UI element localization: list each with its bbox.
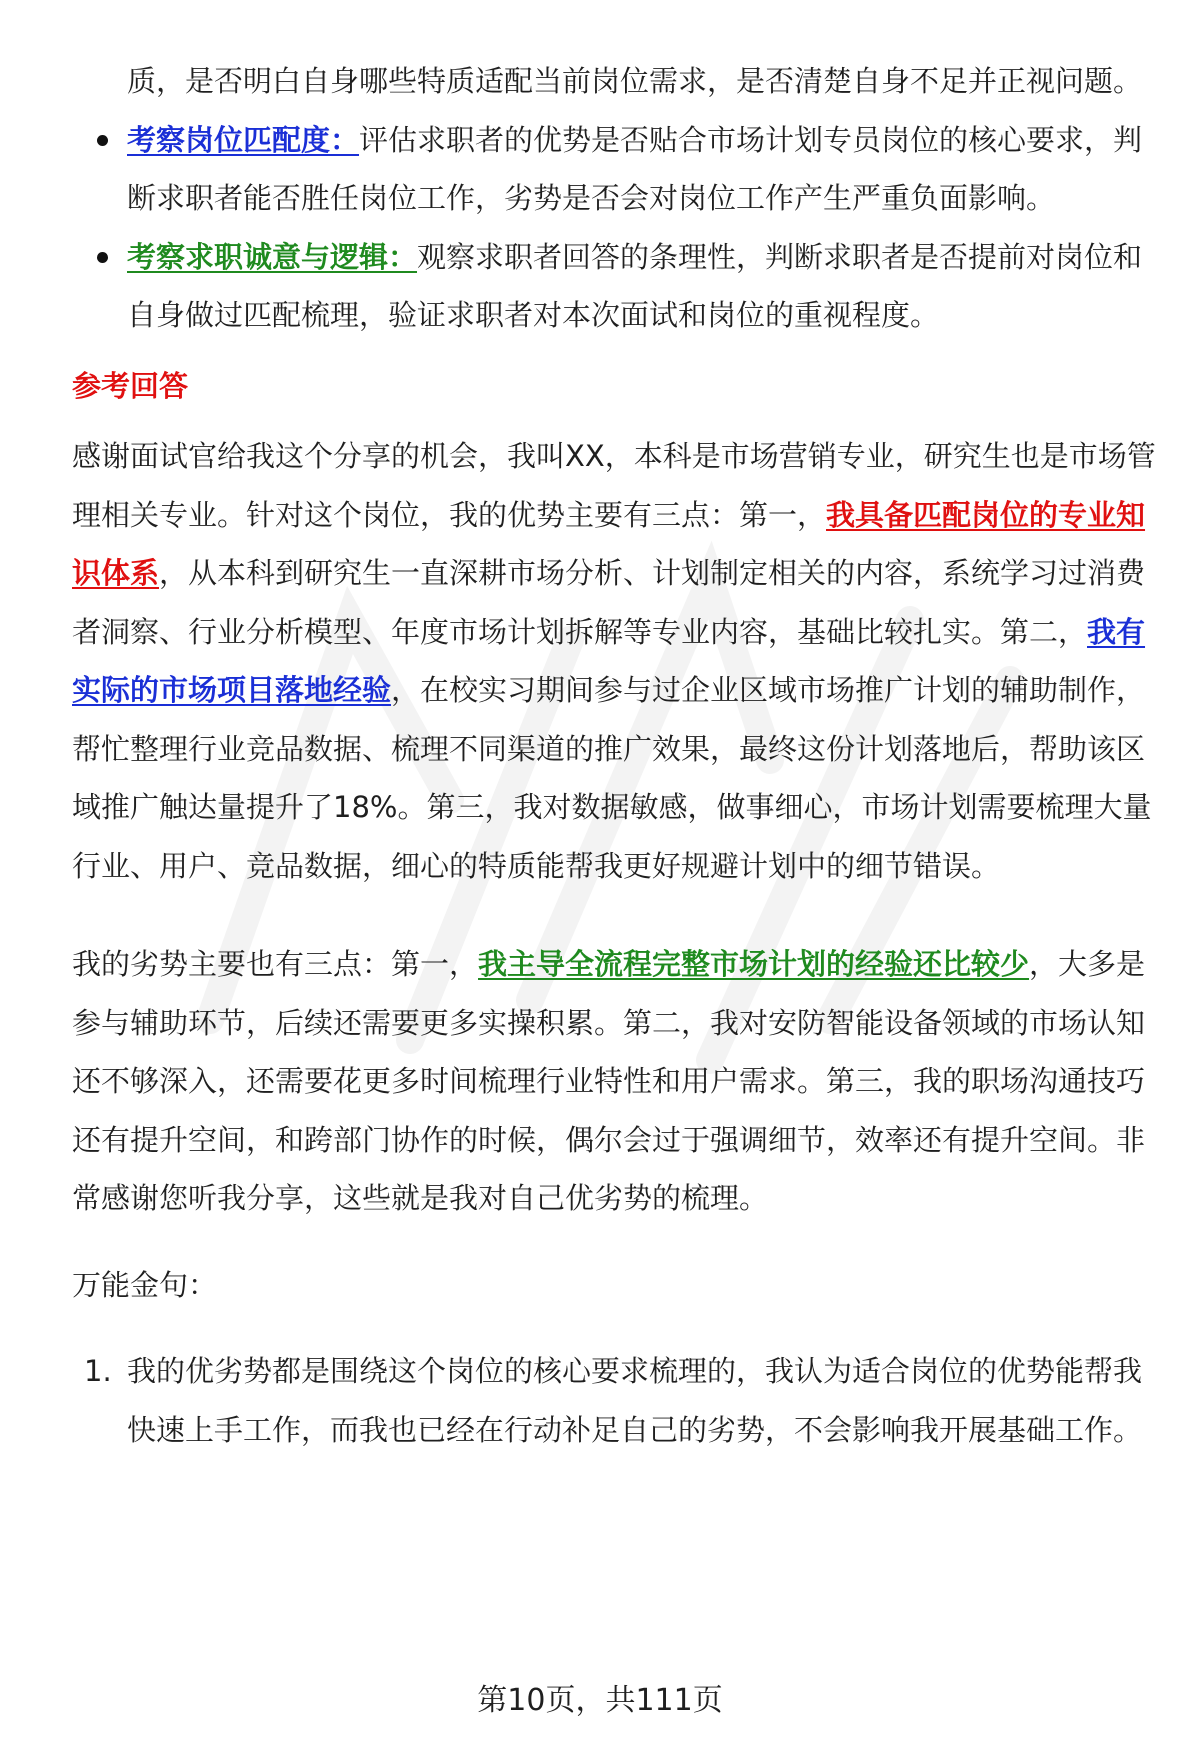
answer-text: ，大多是参与辅助环节，后续还需要更多实操积累。第二，我对安防智能设备领域的市场认知还不够深入，还需要花更多时间梳理行业特性和用户需求。第三，我的职场沟通技巧还有提升空间，和跨部门协作的时候，偶尔会过于强调细节，效率还有提升空间。非常感谢您听我分享，这些就是我对自己优劣势的梳理。 xyxy=(72,947,1146,1215)
intro-continuation: 质，是否明白自身哪些特质适配当前岗位需求，是否清楚自身不足并正视问题。 xyxy=(127,64,1143,98)
criteria-text: 观察求职者回答的条理性，判断求职者是否提前对岗位和自身做过匹配梳理，验证求职者对本次面试和岗位的重视程度。 xyxy=(127,239,1143,332)
criteria-keyword: 考察求职诚意与逻辑： xyxy=(127,239,418,274)
criteria-item xyxy=(72,228,1158,345)
criteria-list xyxy=(72,111,1158,345)
answer-keyword: 我有实际的市场项目落地经验 xyxy=(72,614,1146,707)
golden-sentence-label: 万能金句： xyxy=(72,1267,218,1302)
section-title: 参考回答 xyxy=(72,368,189,403)
answer-keyword: 我具备匹配岗位的专业知识体系 xyxy=(72,497,1146,590)
answer-text: ，从本科到研究生一直深耕市场分析、计划制定相关的内容，系统学习过消费者洞察、行业分析模型、年度市场计划拆解等专业内容，基础比较扎实。第二， xyxy=(72,556,1146,649)
bullet-dot-icon xyxy=(97,135,108,146)
criteria-keyword: 考察岗位匹配度： xyxy=(127,122,360,157)
answer-paragraph-weaknesses xyxy=(72,935,1158,1228)
golden-sentence-item xyxy=(72,1342,1158,1459)
answer-text: 感谢面试官给我这个分享的机会，我叫XX，本科是市场营销专业，研究生也是市场管理相关专业。针对这个岗位，我的优势主要有三点：第一， xyxy=(72,439,1156,532)
criteria-item xyxy=(72,111,1158,228)
document-content xyxy=(72,52,1158,1459)
item-text: 我的优劣势都是围绕这个岗位的核心要求梳理的，我认为适合岗位的优势能帮我快速上手工作，而我也已经在行动补足自己的劣势，不会影响我开展基础工作。 xyxy=(127,1354,1143,1447)
answer-keyword: 我主导全流程完整市场计划的经验还比较少 xyxy=(478,947,1030,981)
answer-text: ，在校实习期间参与过企业区域市场推广计划的辅助制作，帮忙整理行业竞品数据、梳理不同渠道的推广效果，最终这份计划落地后，帮助该区域推广触达量提升了18%。第三，我对数据敏感，做事细心，市场计划需要梳理大量行业、用户、竞品数据，细心的特质能帮我更好规避计划中的细节错误。 xyxy=(72,673,1152,883)
item-number: 1. xyxy=(84,1354,112,1388)
answer-paragraph-strengths xyxy=(72,427,1158,895)
bullet-dot-icon xyxy=(97,252,108,263)
criteria-text: 评估求职者的优势是否贴合市场计划专员岗位的核心要求，判断求职者能否胜任岗位工作，劣势是否会对岗位工作产生严重负面影响。 xyxy=(127,122,1143,215)
answer-text: 我的劣势主要也有三点：第一， xyxy=(72,947,479,981)
page-footer: 第10页，共111页 xyxy=(477,1683,723,1718)
